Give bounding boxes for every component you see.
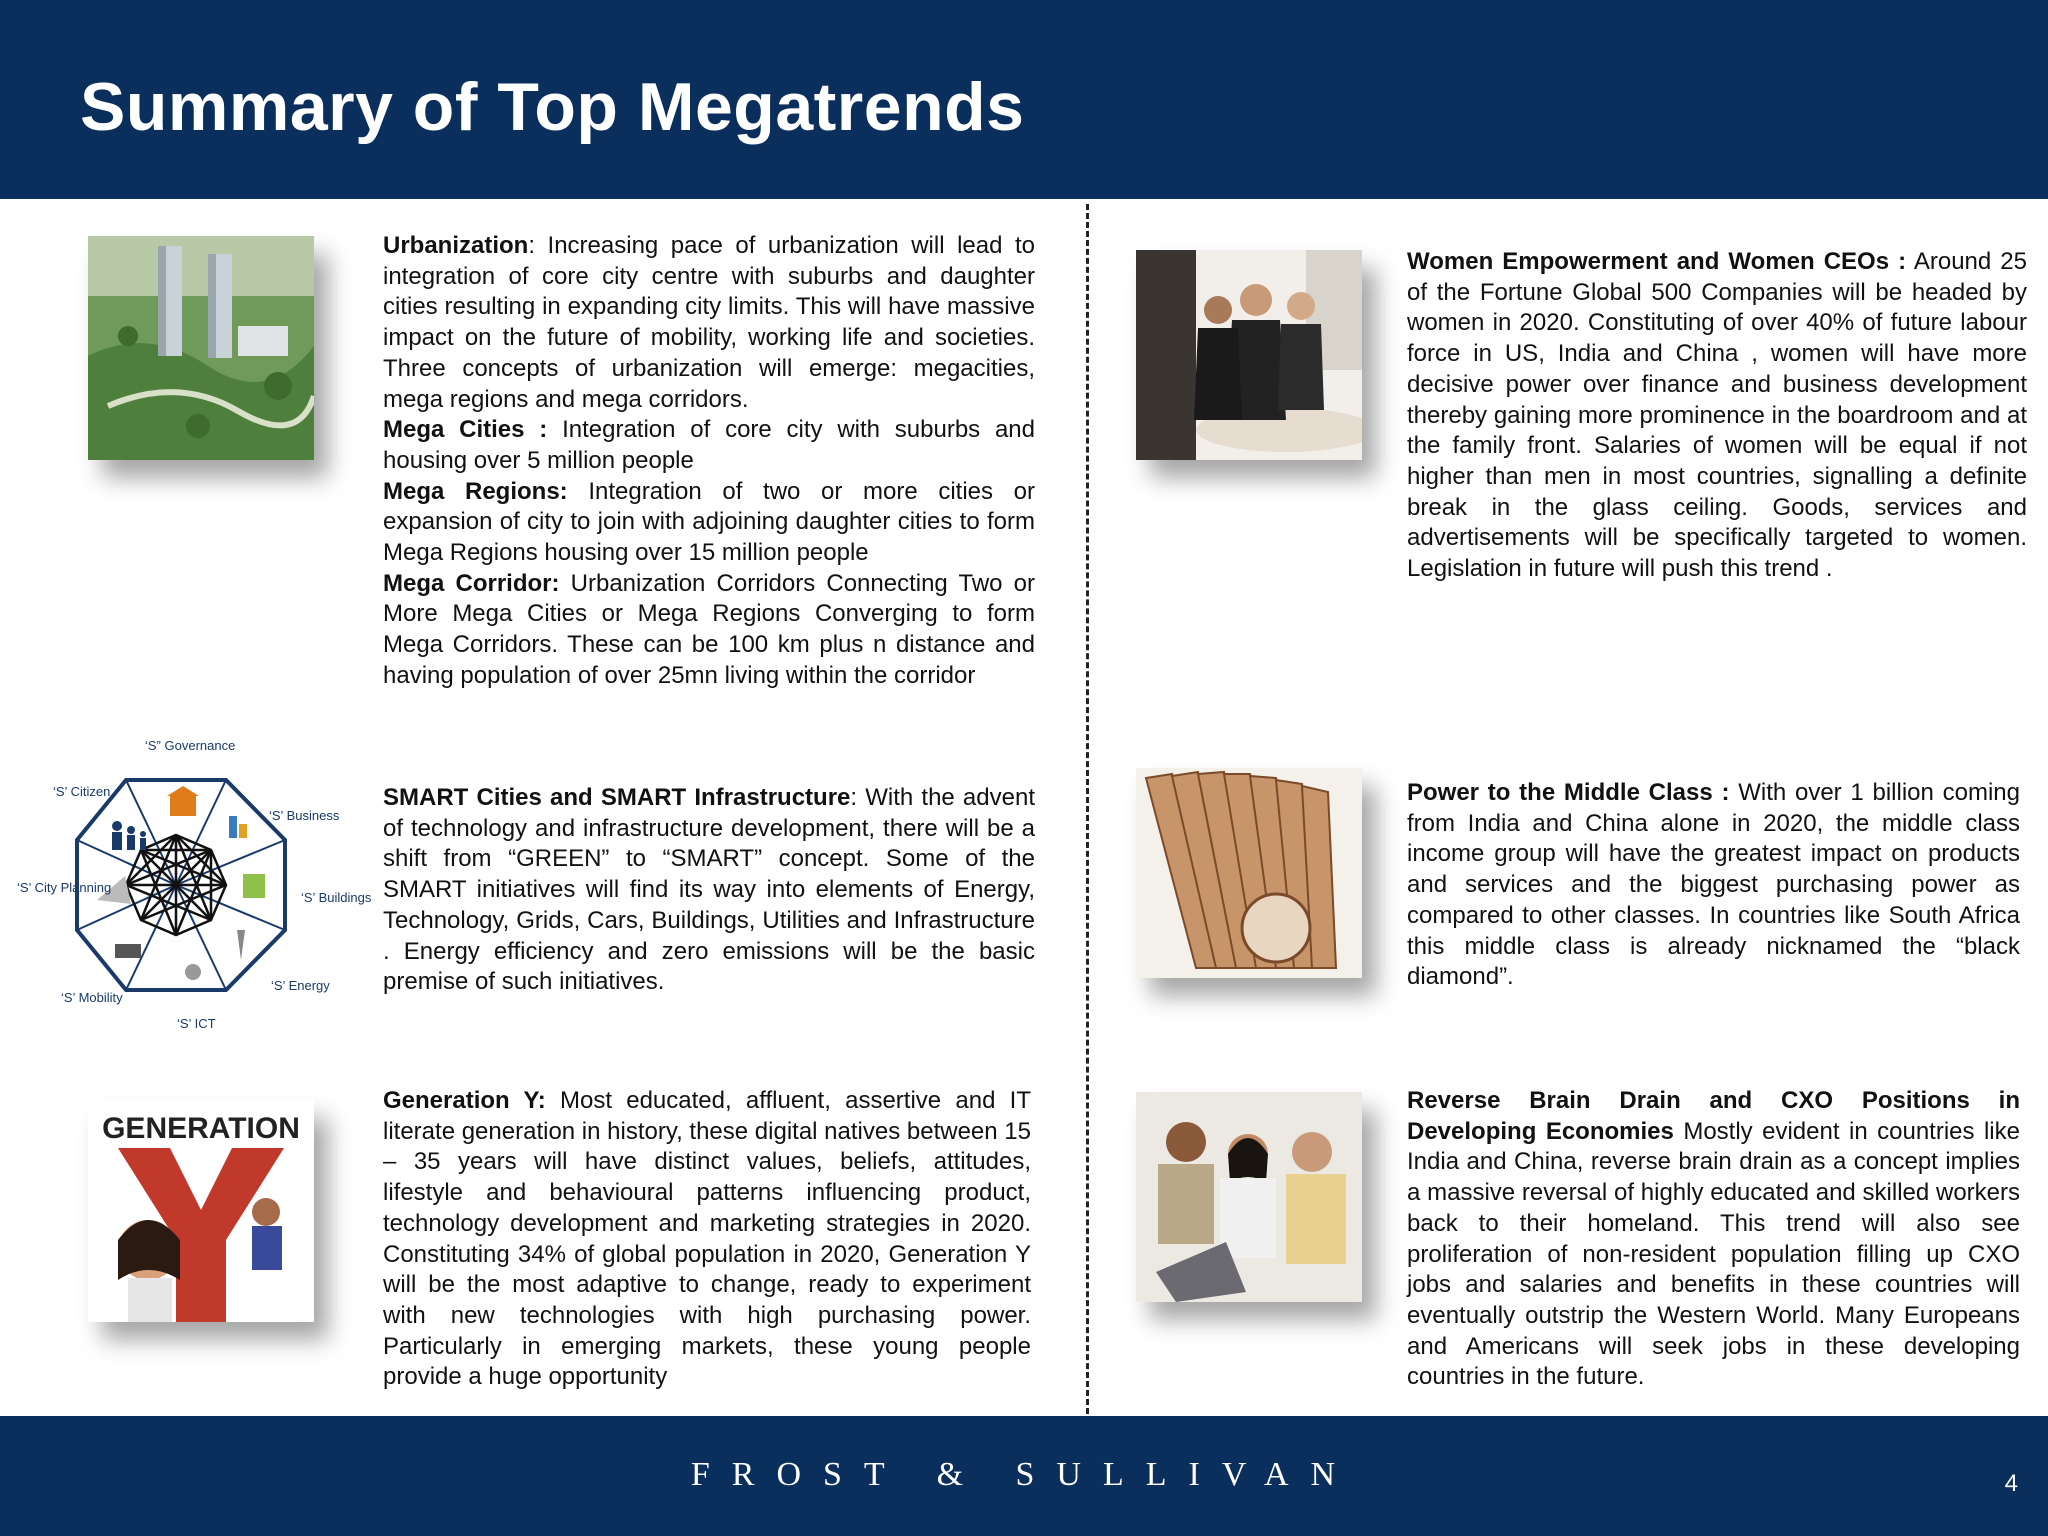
label-citizen: ‘S’ Citizen xyxy=(53,784,111,799)
mobility-icon xyxy=(115,944,141,958)
label-energy: ‘S’ Energy xyxy=(271,978,330,993)
label-business: ‘S’ Business xyxy=(269,808,340,823)
urbanization-title: Urbanization xyxy=(383,232,529,259)
page-title: Summary of Top Megatrends xyxy=(80,69,1025,145)
urbanization-text xyxy=(383,231,1035,692)
generation-label: GENERATION xyxy=(102,1112,300,1145)
smart-body: : With the advent of technology and infrastructure development, there will be a shift from “GREEN” to “SMART” concept. Some of the SMART initiatives will find its way into elements of Energy, Technology, Grids, Cars, Buildings, Utilities and Infrastructure . Energy efficiency and zero emissions will be the basic premise of such initiatives. xyxy=(383,784,1035,996)
women-ceo-image xyxy=(1136,250,1362,460)
ict-icon xyxy=(185,964,201,980)
header-bar xyxy=(0,0,2048,199)
brain-drain-body: Mostly evident in countries like India and China, reverse brain drain as a concept implies a massive reversal of highly educated and skilled workers back to their homeland. This trend will also see proliferation of non-resident population filling up CXO jobs and salaries and benefits in these countries will eventually outstrip the Western World. Many Europeans and Americans will seek jobs in these developing countries in the future. xyxy=(1407,1117,2020,1391)
women-empowerment-text xyxy=(1407,247,2027,585)
middle-class-body: With over 1 billion coming from India and China alone in 2020, the middle class income group will have the greatest impact on products and services and the biggest purchasing power as compared to other classes. In countries like South Africa this middle class is already nicknamed the “black diamond”. xyxy=(1407,779,2020,991)
women-title: Women Empowerment and Women CEOs : xyxy=(1407,248,1907,275)
urbanization-body: : Increasing pace of urbanization will lead to integration of core city centre with suburbs and daughter cities resulting in expanding city limits. This will have massive impact on the future of mobility, working life and societies. Three concepts of urbanization will emerge: megacities, mega regions and mega corridors. xyxy=(383,232,1035,413)
column-divider xyxy=(1086,204,1089,1414)
middle-class-money-image xyxy=(1136,768,1362,978)
buildings-icon xyxy=(243,874,265,898)
women-body: Around 25 of the Fortune Global 500 Companies will be headed by women in 2020. Constituting of over 40% of future labour force in US, India and China , women will have more decisive power over finance and business development thereby gaining more prominence in the boardroom and at the family front. Salaries of women will be equal if not higher than men in most countries, signalling a definite break in the glass ceiling. Goods, services and advertisements will be specifically targeted to women. Legislation in future will push this trend . xyxy=(1407,248,2027,583)
footer-bar xyxy=(0,1416,2048,1536)
urbanization-image xyxy=(88,236,314,460)
smart-text xyxy=(383,783,1035,998)
label-buildings: ‘S’ Buildings xyxy=(301,890,372,905)
brain-drain-title: Reverse Brain Drain and CXO Positions in Developing Economies xyxy=(1407,1087,2020,1145)
generation-y-image xyxy=(88,1100,314,1322)
generation-y-body: Most educated, affluent, assertive and IT literate generation in history, these digital natives between 15 – 35 years will have distinct values, beliefs, attitudes, lifestyle and behavioural patterns influencing product, technology development and marketing strategies in 2020. Constituting 34% of global population in 2020, Generation Y will be the most adaptive to change, ready to experiment with new technologies with high purchasing power. Particularly in emerging markets, these young people provide a huge opportunity xyxy=(383,1087,1031,1391)
middle-class-text xyxy=(1407,778,2020,993)
smart-city-diagram xyxy=(15,734,372,1034)
mega-cities-body: Integration of core city with suburbs and housing over 5 million people xyxy=(383,416,1036,474)
label-city-planning: ‘S’ City Planning xyxy=(17,880,112,895)
page-number: 4 xyxy=(2004,1470,2018,1497)
mega-corridor-body: Urbanization Corridors Connecting Two or More Mega Cities or Mega Regions Converging to form Mega Corridors. These can be 100 km plus n distance and having population of over 25mn living within the corridor xyxy=(383,569,1036,689)
mega-cities-title: Mega Cities : xyxy=(383,416,548,444)
smart-title: SMART Cities and SMART Infrastructure xyxy=(383,784,851,811)
generation-y-title: Generation Y: xyxy=(383,1087,546,1114)
mega-corridor-title: Mega Corridor: xyxy=(383,569,560,597)
middle-class-title: Power to the Middle Class : xyxy=(1407,779,1730,806)
label-mobility: ‘S’ Mobility xyxy=(61,990,123,1005)
label-governance: ‘S” Governance xyxy=(145,738,236,753)
professionals-image xyxy=(1136,1092,1362,1302)
generation-y-text xyxy=(383,1086,1031,1393)
label-ict: ‘S’ ICT xyxy=(177,1016,216,1031)
frost-sullivan-logo: FROST & SULLIVAN xyxy=(690,1456,1358,1493)
mega-regions-title: Mega Regions: xyxy=(383,477,568,505)
brain-drain-text xyxy=(1407,1086,2020,1393)
mega-regions-body: Integration of two or more cities or expansion of city to join with adjoining daughter cities to form Mega Regions housing over 15 million people xyxy=(383,477,1035,567)
